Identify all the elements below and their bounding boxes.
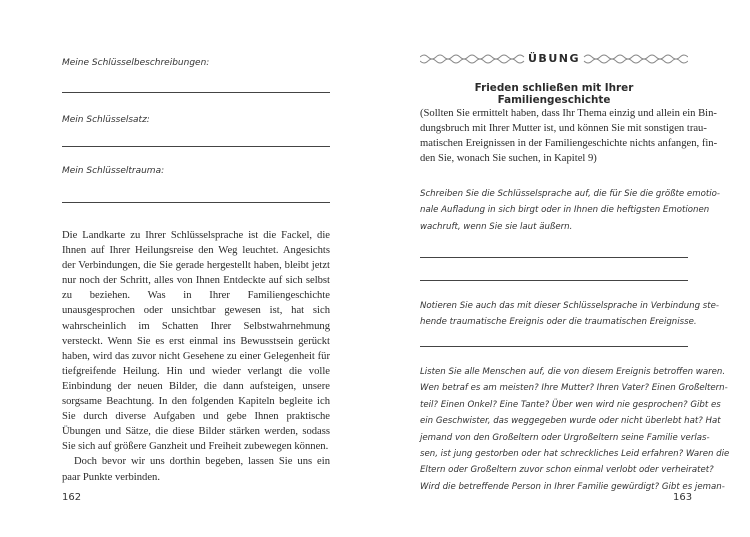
exercise-banner xyxy=(420,50,688,68)
text-line: matischen Ereignissen in der Familiengeschichte nichts anfangen, fin- xyxy=(420,138,718,150)
page-number: 162 xyxy=(62,492,82,503)
text-line: Schreiben Sie die Schlüsselsprache auf, die für Sie die größte emotio- xyxy=(420,189,720,199)
prompt-trauma-event xyxy=(420,298,719,331)
text-line: hende traumatische Ereignis oder die traumatischen Ereignisse. xyxy=(420,317,697,328)
text-line: Wen betraf es am meisten? Ihre Mutter? Ihren Vater? Einen Großeltern- xyxy=(420,383,728,394)
paragraph: Die Landkarte zu Ihrer Schlüsselsprache ist die Fackel, die Ihnen auf Ihrer Heilungsreise den Weg leuchtet. Angesichts der Verbindungen, die Sie gerade hergestellt haben, bleibt jetzt nur noch der Schritt, alles von Ihnen Entdeckte auf sich selbst zu beziehen. Was in Ihrer Familiengeschichte unausgesprochen oder unsichtbar gewesen ist, hat sich wahrscheinlich im Schatten Ihrer Selbstwahrnehmung versteckt. Wenn Sie es erst einmal ins Bewusstsein gerückt haben, wird das zuvor nicht Gesehene zu einer Gelegenheit für tiefgreifende Heilung. Hin und wieder verlangt die volle Einbindung der neuen Bilder, die dann aufsteigen, unsere sorgsame Beachtung. In den folgenden Kapiteln begleite ich Sie durch diverse Aufgaben und gebe Ihnen praktische Übungen und Sätze, die diese Bilder stärken werden, sodass Sie sich auf größere Ganzheit und Freiheit zubewegen können. xyxy=(62,230,330,453)
label-key-trauma: Mein Schlüsseltrauma: xyxy=(62,166,165,176)
prompt-affected-people xyxy=(420,364,730,495)
text-line: teil? Einen Onkel? Eine Tante? Über wen wird nie gesprochen? Gibt es xyxy=(420,399,721,410)
answer-line-2[interactable] xyxy=(420,280,688,281)
page-number: 163 xyxy=(673,492,693,503)
text-line: Eltern oder Großeltern zuvor schon einmal verlobt oder verheiratet? xyxy=(420,465,714,476)
answer-line-trauma[interactable] xyxy=(62,202,330,203)
body-text xyxy=(62,228,330,485)
text-line: nale Aufladung in sich birgt oder in Ihnen die heftigsten Emotionen xyxy=(420,205,710,216)
answer-line-sentence[interactable] xyxy=(62,146,330,147)
text-line: dungsbruch mit Ihrer Mutter ist, und können Sie mit sonstigen trau- xyxy=(420,123,707,135)
label-key-descriptions: Meine Schlüsselbeschreibungen: xyxy=(62,58,210,68)
text-line: jemand von den Großeltern oder Urgroßeltern seine Familie verlas- xyxy=(420,432,710,443)
text-line: (Sollten Sie ermittelt haben, dass Ihr Thema einzig und allein ein Bin- xyxy=(420,108,717,119)
label-key-sentence: Mein Schlüsselsatz: xyxy=(62,115,150,125)
intro-text xyxy=(420,106,718,166)
text-line: den Sie, wonach Sie suchen, in Kapitel 9) xyxy=(420,153,597,165)
banner-title: ÜBUNG xyxy=(528,52,580,65)
text-line: Listen Sie alle Menschen auf, die von diesem Ereignis betroffen waren. xyxy=(420,367,726,377)
text-line: sen, ist jung gestorben oder hat schreckliches Leid erfahren? Waren die xyxy=(420,449,730,460)
text-line: Notieren Sie auch das mit dieser Schlüsselsprache in Verbindung ste- xyxy=(420,301,719,311)
text-line: wachruft, wenn Sie sie laut äußern. xyxy=(420,221,573,232)
exercise-title: Frieden schließen mit Ihrer Familiengeschichte xyxy=(474,82,634,106)
prompt-key-language xyxy=(420,186,720,235)
answer-line-1[interactable] xyxy=(420,257,688,258)
answer-line-descriptions[interactable] xyxy=(62,92,330,93)
answer-line-3[interactable] xyxy=(420,346,688,347)
text-line: Wird die betreffende Person in Ihrer Familie gewürdigt? Gibt es jeman- xyxy=(420,481,725,492)
text-line: ein Geschwister, das weggegeben wurde oder nicht überlebt hat? Hat xyxy=(420,416,721,427)
paragraph: Doch bevor wir uns dorthin begeben, lassen Sie uns ein paar Punkte verbinden. xyxy=(62,456,330,483)
